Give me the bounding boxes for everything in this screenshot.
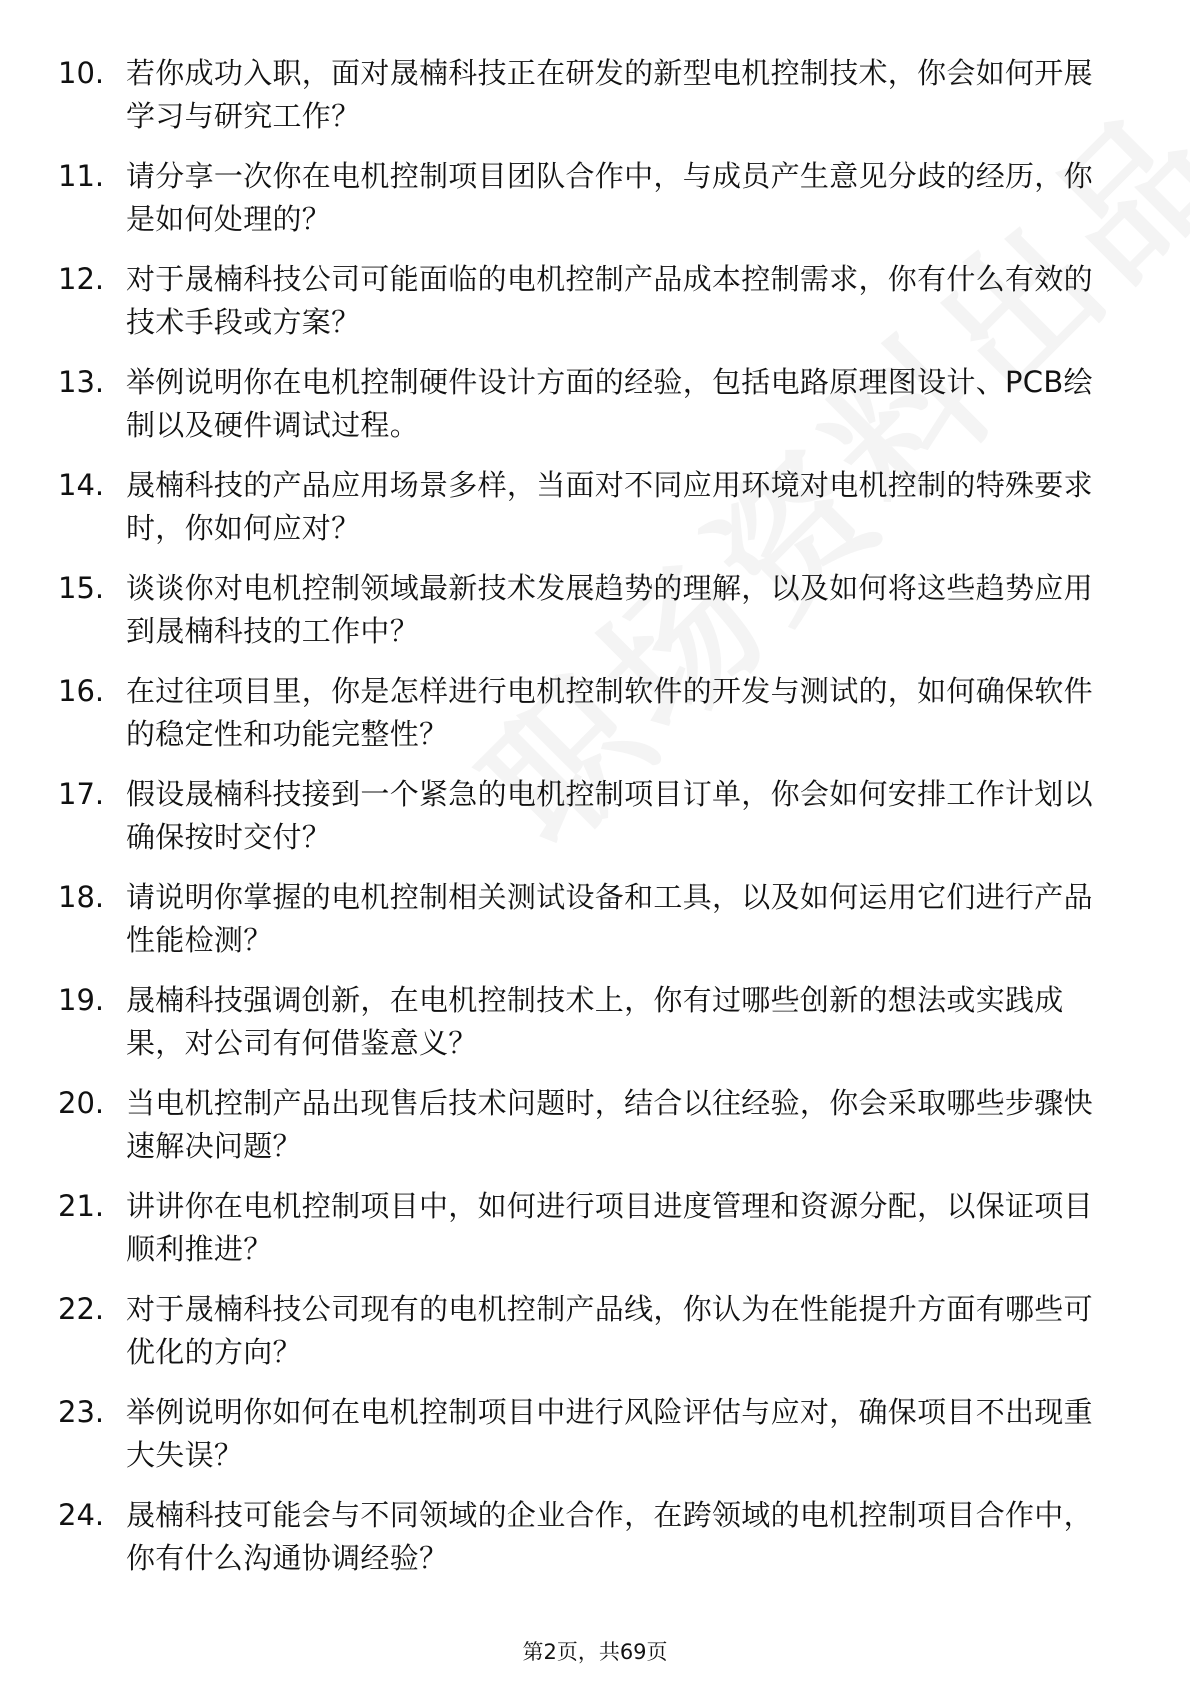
list-item bbox=[58, 773, 1118, 876]
question-number: 11. bbox=[58, 159, 105, 193]
list-item bbox=[58, 361, 1118, 464]
list-item bbox=[58, 1288, 1118, 1391]
question-text: 当电机控制产品出现售后技术问题时，结合以往经验，你会采取哪些步骤快速解决问题？ bbox=[126, 1086, 1093, 1163]
question-number: 20. bbox=[58, 1086, 105, 1120]
list-item bbox=[58, 670, 1118, 773]
list-item bbox=[58, 876, 1118, 979]
question-number: 10. bbox=[58, 56, 105, 90]
question-number: 12. bbox=[58, 262, 105, 296]
page-footer: 第2页，共69页 bbox=[522, 1640, 668, 1664]
question-text: 晟楠科技的产品应用场景多样，当面对不同应用环境对电机控制的特殊要求时，你如何应对？ bbox=[126, 468, 1093, 545]
question-text: 讲讲你在电机控制项目中，如何进行项目进度管理和资源分配，以保证项目顺利推进？ bbox=[126, 1189, 1093, 1266]
question-text: 请说明你掌握的电机控制相关测试设备和工具，以及如何运用它们进行产品性能检测？ bbox=[126, 880, 1093, 957]
question-text: 在过往项目里，你是怎样进行电机控制软件的开发与测试的，如何确保软件的稳定性和功能完整性？ bbox=[126, 674, 1093, 751]
list-item bbox=[58, 1185, 1118, 1288]
question-number: 16. bbox=[58, 674, 105, 708]
list-item bbox=[58, 258, 1118, 361]
question-text: 请分享一次你在电机控制项目团队合作中，与成员产生意见分歧的经历，你是如何处理的？ bbox=[126, 159, 1093, 236]
list-item bbox=[58, 52, 1118, 155]
question-text: 对于晟楠科技公司可能面临的电机控制产品成本控制需求，你有什么有效的技术手段或方案？ bbox=[126, 262, 1093, 339]
question-text: 举例说明你如何在电机控制项目中进行风险评估与应对，确保项目不出现重大失误？ bbox=[126, 1395, 1093, 1472]
list-item bbox=[58, 1082, 1118, 1185]
list-item bbox=[58, 464, 1118, 567]
question-text: 假设晟楠科技接到一个紧急的电机控制项目订单，你会如何安排工作计划以确保按时交付？ bbox=[126, 777, 1093, 854]
question-number: 17. bbox=[58, 777, 105, 811]
question-text: 若你成功入职，面对晟楠科技正在研发的新型电机控制技术，你会如何开展学习与研究工作？ bbox=[126, 56, 1093, 133]
question-number: 24. bbox=[58, 1498, 105, 1532]
question-number: 21. bbox=[58, 1189, 105, 1223]
question-text: 谈谈你对电机控制领域最新技术发展趋势的理解，以及如何将这些趋势应用到晟楠科技的工作中？ bbox=[126, 571, 1093, 648]
list-item bbox=[58, 567, 1118, 670]
list-item bbox=[58, 1494, 1118, 1597]
question-list bbox=[58, 52, 1118, 1597]
question-number: 13. bbox=[58, 365, 105, 399]
question-number: 23. bbox=[58, 1395, 105, 1429]
list-item bbox=[58, 979, 1118, 1082]
question-text: 对于晟楠科技公司现有的电机控制产品线，你认为在性能提升方面有哪些可优化的方向？ bbox=[126, 1292, 1093, 1369]
question-number: 15. bbox=[58, 571, 105, 605]
question-number: 14. bbox=[58, 468, 105, 502]
list-item bbox=[58, 1391, 1118, 1494]
question-text: 举例说明你在电机控制硬件设计方面的经验，包括电路原理图设计、PCB绘制以及硬件调试过程。 bbox=[126, 365, 1093, 442]
question-text: 晟楠科技可能会与不同领域的企业合作，在跨领域的电机控制项目合作中，你有什么沟通协调经验？ bbox=[126, 1498, 1093, 1575]
list-item bbox=[58, 155, 1118, 258]
question-number: 18. bbox=[58, 880, 105, 914]
question-text: 晟楠科技强调创新，在电机控制技术上，你有过哪些创新的想法或实践成果，对公司有何借鉴意义？ bbox=[126, 983, 1064, 1060]
question-number: 22. bbox=[58, 1292, 105, 1326]
question-number: 19. bbox=[58, 983, 105, 1017]
